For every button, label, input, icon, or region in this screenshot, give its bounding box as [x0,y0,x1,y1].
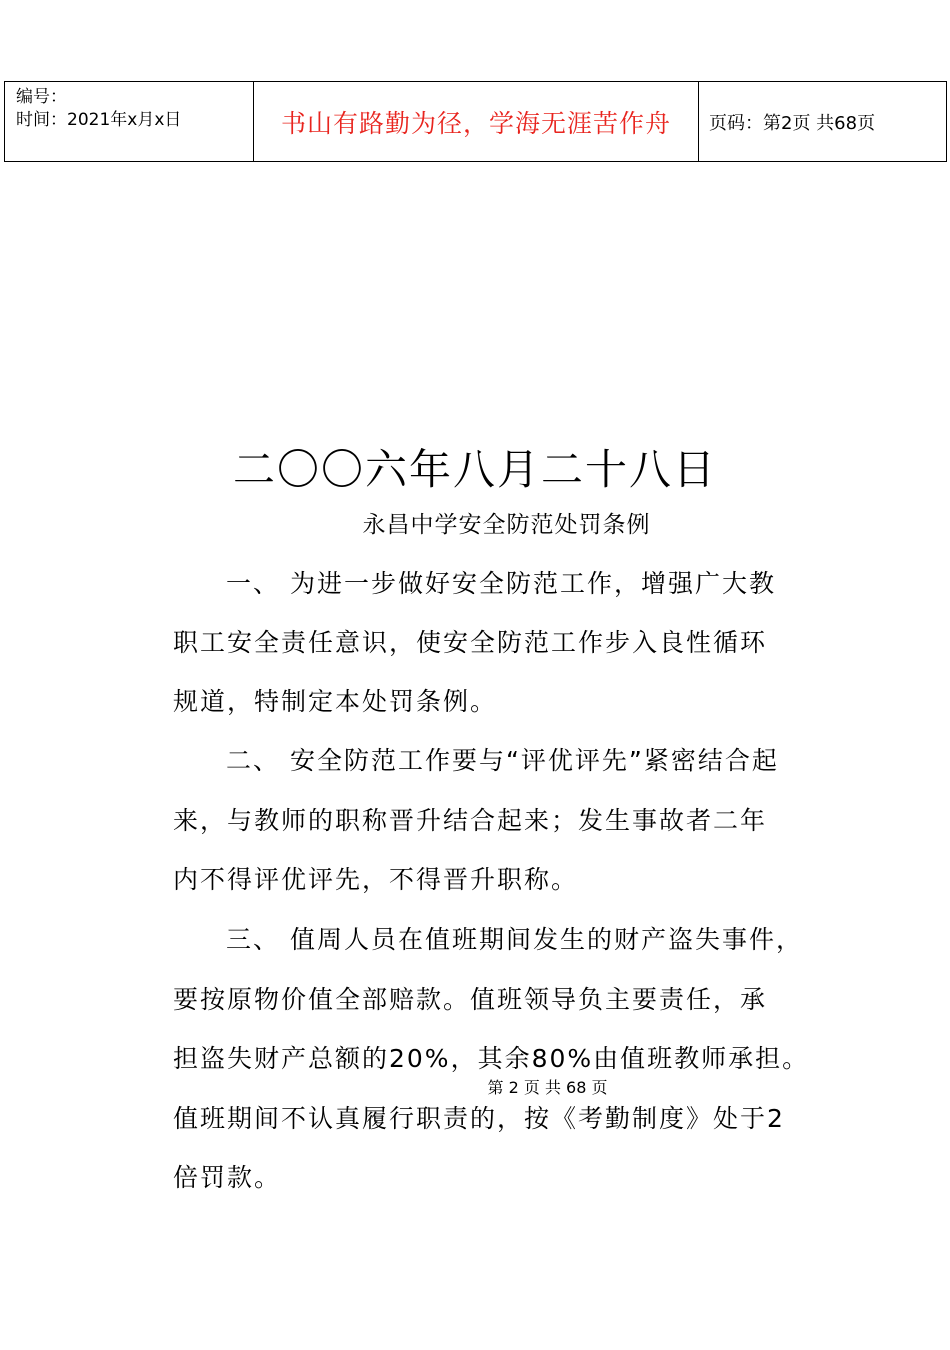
header-table [4,81,947,162]
body-line: 值班期间不认真履行职责的，按《考勤制度》处于2 [173,1104,785,1133]
motto-text: 书山有路勤为径，学海无涯苦作舟 [280,108,671,138]
body-line: 倍罚款。 [173,1163,282,1192]
body-line: 内不得评优评先，不得晋升职称。 [173,865,579,894]
body-line: 要按原物价值全部赔款。值班领导负主要责任，承 [173,985,768,1014]
body-line: 规道，特制定本处罚条例。 [173,687,498,716]
header-left-cell [5,82,254,162]
header-motto-cell [254,82,699,162]
body-line: 一、 为进一步做好安全防范工作，增强广大教 [226,569,776,598]
body-line: 来，与教师的职称晋升结合起来；发生事故者二年 [173,806,768,835]
body-line: 二、 安全防范工作要与“评优评先”紧密结合起 [226,746,779,775]
page-footer: 第 2 页 共 68 页 [487,1078,608,1097]
body-line: 三、 值周人员在值班期间发生的财产盗失事件， [226,925,803,954]
time-label: 时间：2021年x月x日 [16,110,182,130]
date-title: 二〇〇六年八月二十八日 [232,445,717,494]
body-line: 职工安全责任意识，使安全防范工作步入良性循环 [173,628,768,657]
page-code: 页码：第2页 共68页 [709,112,876,134]
number-label: 编号： [16,87,67,107]
document-title: 永昌中学安全防范处罚条例 [362,512,651,538]
body-line: 担盗失财产总额的20%，其余80%由值班教师承担。 [173,1044,810,1073]
header-page-cell [699,82,947,162]
